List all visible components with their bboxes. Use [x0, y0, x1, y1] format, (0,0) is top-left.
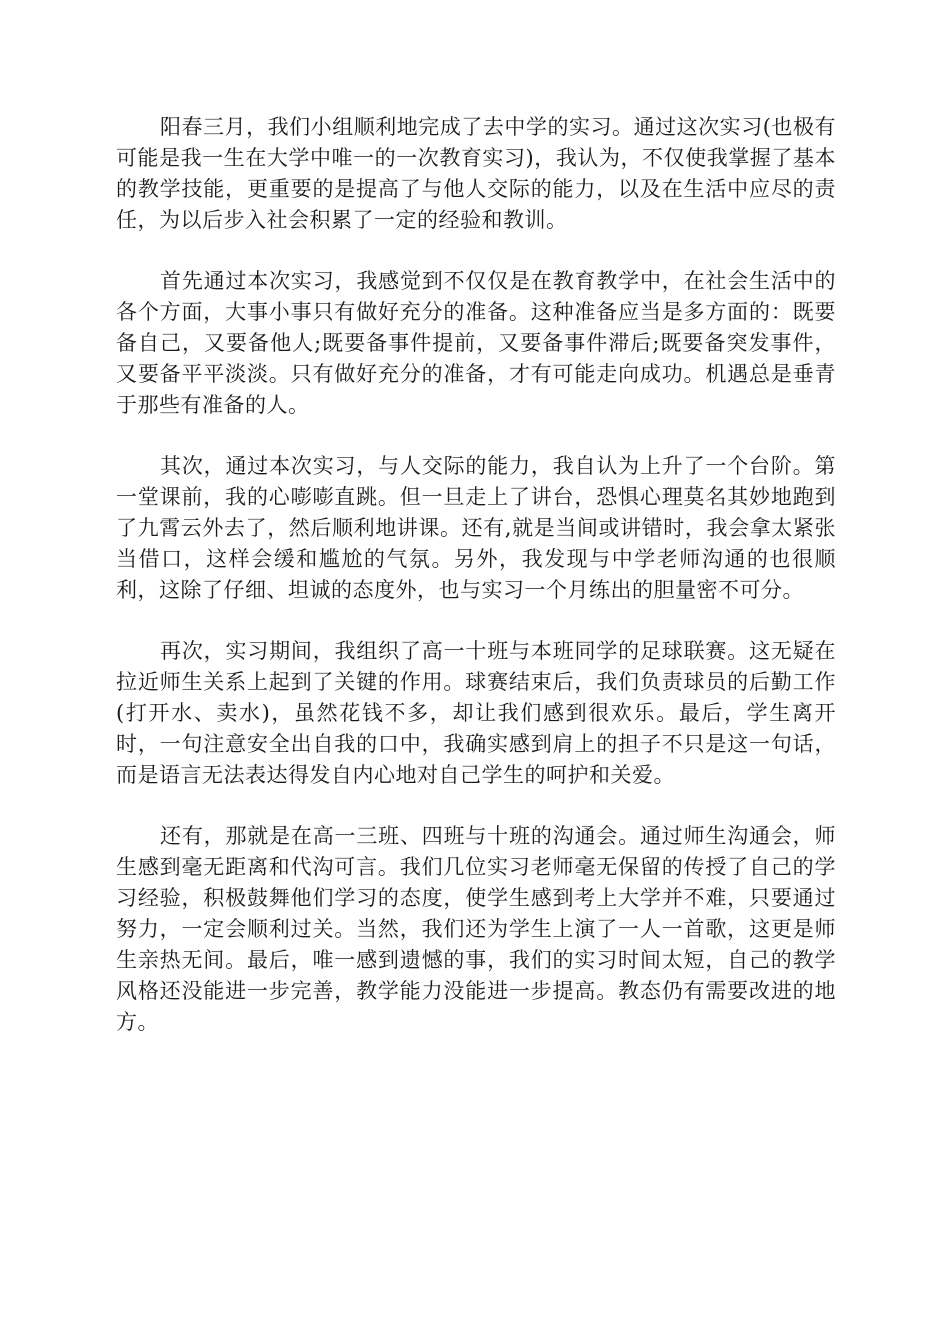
paragraph-1: 阳春三月，我们小组顺利地完成了去中学的实习。通过这次实习(也极有可能是我一生在大学中唯一的一次教育实习)，我认为，不仅使我掌握了基本的教学技能，更重要的是提高了与他人交际的能力，以及在生活中应尽的责任，为以后步入社会积累了一定的经验和教训。: [116, 115, 836, 232]
paragraph-4: 再次，实习期间，我组织了高一十班与本班同学的足球联赛。这无疑在拉近师生关系上起到了关键的作用。球赛结束后，我们负责球员的后勤工作(打开水、卖水)，虽然花钱不多，却让我们感到很欢乐。最后，学生离开时，一句注意安全出自我的口中，我确实感到肩上的担子不只是这一句话，而是语言无法表达得发自内心地对自己学生的呵护和关爱。: [116, 639, 836, 787]
paragraph-2: 首先通过本次实习，我感觉到不仅仅是在教育教学中，在社会生活中的各个方面，大事小事只有做好充分的准备。这种准备应当是多方面的：既要备自己，又要备他人;既要备事件提前，又要备事件滞后;既要备突发事件，又要备平平淡淡。只有做好充分的准备，才有可能走向成功。机遇总是垂青于那些有准备的人。: [116, 269, 836, 417]
paragraph-5: 还有，那就是在高一三班、四班与十班的沟通会。通过师生沟通会，师生感到毫无距离和代沟可言。我们几位实习老师毫无保留的传授了自己的学习经验，积极鼓舞他们学习的态度，使学生感到考上大学并不难，只要通过努力，一定会顺利过关。当然，我们还为学生上演了一人一首歌，这更是师生亲热无间。最后，唯一感到遗憾的事，我们的实习时间太短，自己的教学风格还没能进一步完善，教学能力没能进一步提高。教态仍有需要改进的地方。: [116, 824, 836, 1034]
document-body: [116, 112, 836, 1068]
paragraph-3: 其次，通过本次实习，与人交际的能力，我自认为上升了一个台阶。第一堂课前，我的心嘭嘭直跳。但一旦走上了讲台，恐惧心理莫名其妙地跑到了九霄云外去了，然后顺利地讲课。还有,就是当间或讲错时，我会拿太紧张当借口，这样会缓和尴尬的气氛。另外，我发现与中学老师沟通的也很顺利，这除了仔细、坦诚的态度外，也与实习一个月练出的胆量密不可分。: [116, 454, 836, 602]
